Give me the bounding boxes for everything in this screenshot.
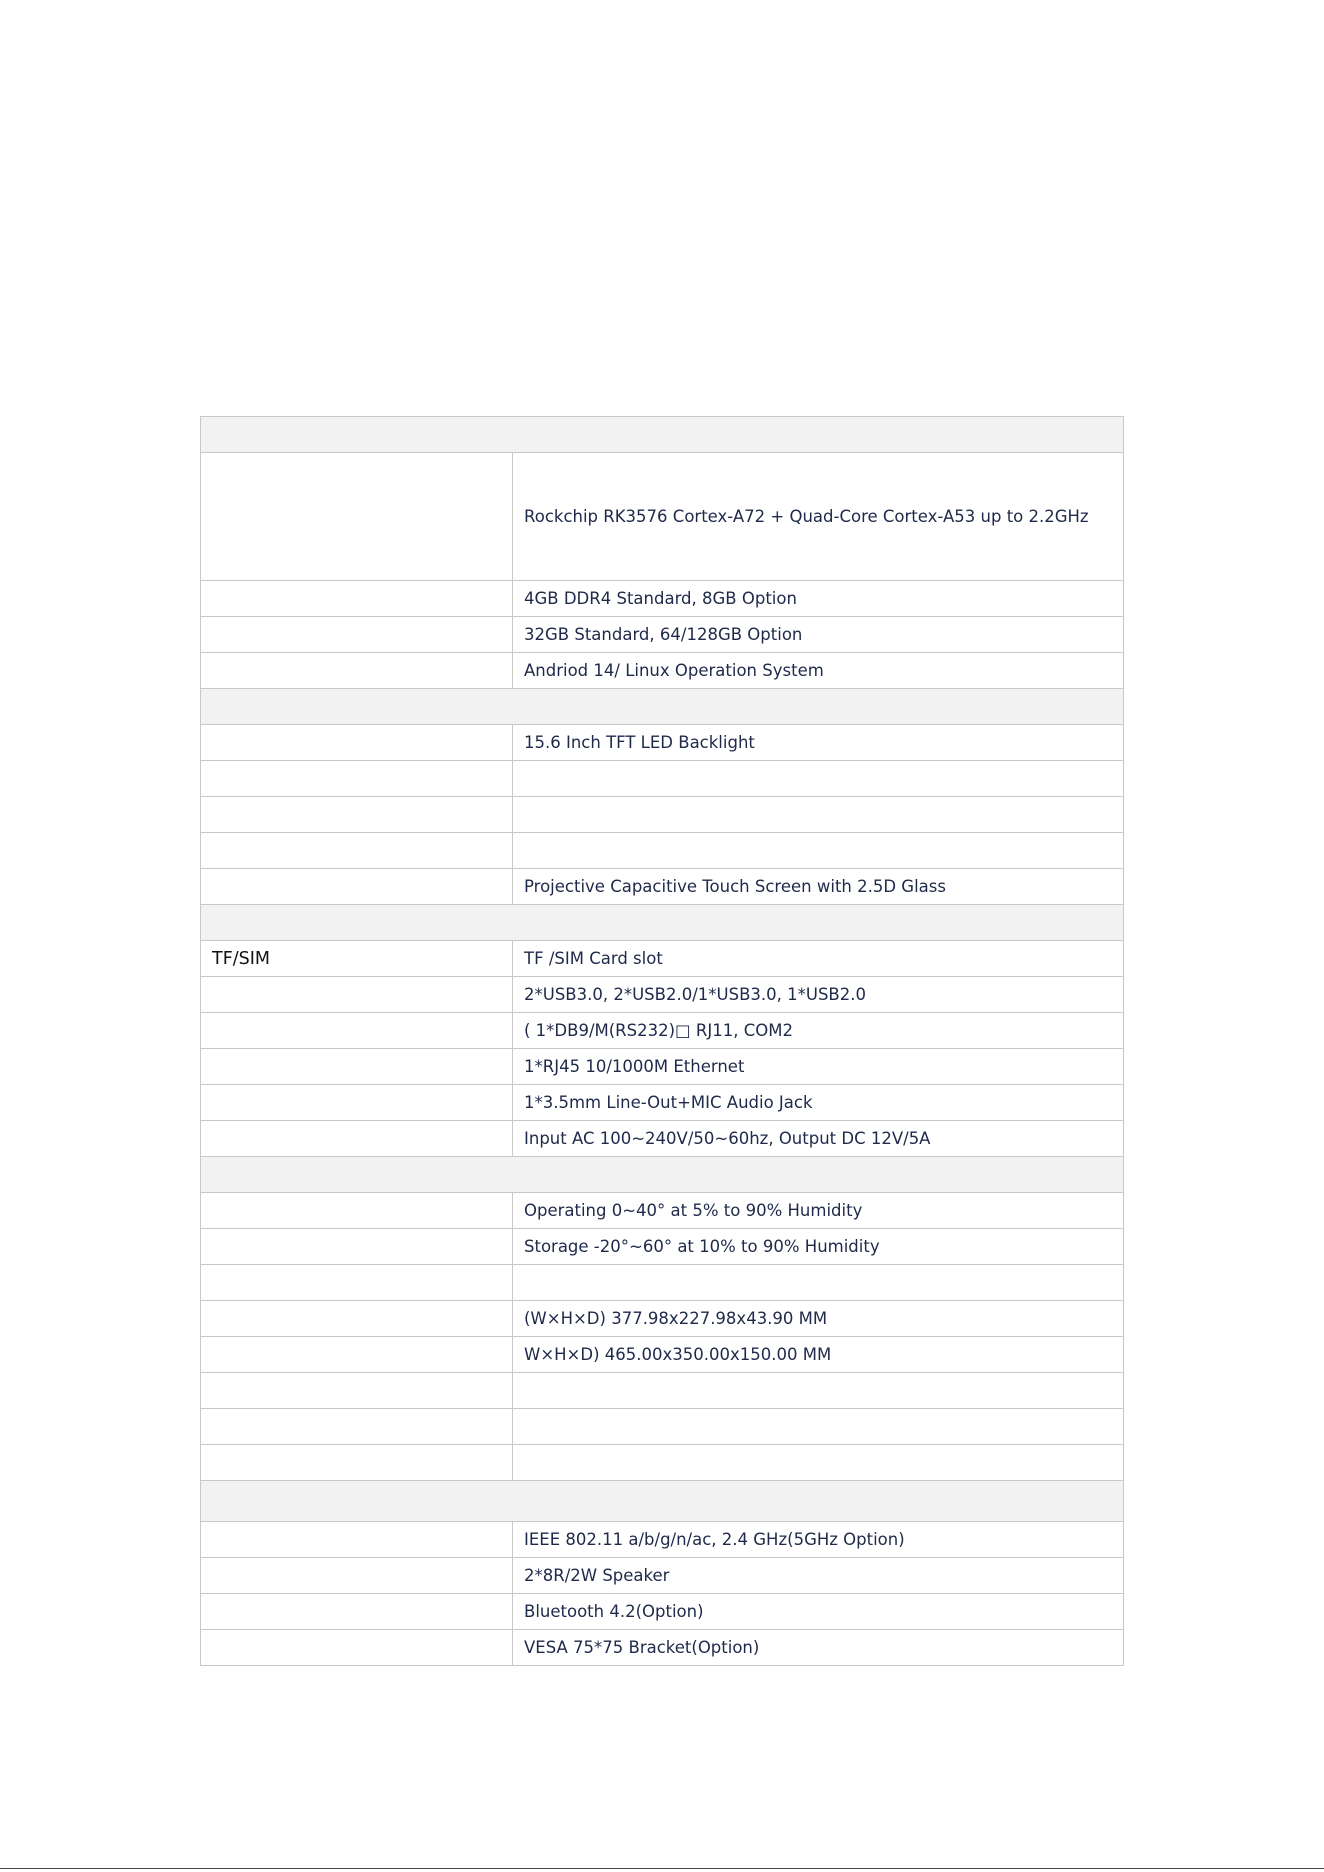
table-row (201, 581, 1124, 617)
spec-value: 1*RJ45 10/1000M Ethernet (513, 1049, 1124, 1085)
spec-value: IEEE 802.11 a/b/g/n/ac, 2.4 GHz(5GHz Option) (513, 1522, 1124, 1558)
spec-label (201, 453, 513, 581)
section-header-cell (201, 1481, 1124, 1522)
table-row (201, 1445, 1124, 1481)
spec-label (201, 1373, 513, 1409)
spec-value: ( 1*DB9/M(RS232)□ RJ11, COM2 (513, 1013, 1124, 1049)
table-row (201, 1409, 1124, 1445)
spec-label (201, 1121, 513, 1157)
spec-value: 4GB DDR4 Standard, 8GB Option (513, 581, 1124, 617)
section-header-cell (201, 417, 1124, 453)
section-header-display (201, 689, 1124, 725)
table-row (201, 869, 1124, 905)
section-header-interface (201, 905, 1124, 941)
section-header-cell (201, 905, 1124, 941)
table-row (201, 941, 1124, 977)
spec-label (201, 725, 513, 761)
spec-value (513, 833, 1124, 869)
spec-value: Rockchip RK3576 Cortex-A72 + Quad-Core Cortex-A53 up to 2.2GHz (513, 453, 1124, 581)
spec-value (513, 761, 1124, 797)
spec-value: (W×H×D) 377.98x227.98x43.90 MM (513, 1301, 1124, 1337)
table-row (201, 761, 1124, 797)
table-row (201, 653, 1124, 689)
spec-value: Input AC 100~240V/50~60hz, Output DC 12V/5A (513, 1121, 1124, 1157)
spec-label (201, 1229, 513, 1265)
section-header-system (201, 417, 1124, 453)
section-header-options (201, 1481, 1124, 1522)
table-row (201, 1049, 1124, 1085)
table-row (201, 1373, 1124, 1409)
table-row (201, 1522, 1124, 1558)
table-row (201, 797, 1124, 833)
table-row (201, 1121, 1124, 1157)
table-row (201, 977, 1124, 1013)
table-row (201, 1229, 1124, 1265)
table-row (201, 1337, 1124, 1373)
spec-label (201, 761, 513, 797)
spec-value: VESA 75*75 Bracket(Option) (513, 1630, 1124, 1666)
spec-value: Andriod 14/ Linux Operation System (513, 653, 1124, 689)
spec-label (201, 1193, 513, 1229)
table-row (201, 1013, 1124, 1049)
spec-value: 32GB Standard, 64/128GB Option (513, 617, 1124, 653)
spec-label (201, 833, 513, 869)
spec-value: Storage -20°~60° at 10% to 90% Humidity (513, 1229, 1124, 1265)
spec-label (201, 1594, 513, 1630)
spec-label (201, 797, 513, 833)
spec-value (513, 1373, 1124, 1409)
spec-value: Projective Capacitive Touch Screen with 2.5D Glass (513, 869, 1124, 905)
spec-label (201, 869, 513, 905)
spec-label (201, 1013, 513, 1049)
spec-value: 1*3.5mm Line-Out+MIC Audio Jack (513, 1085, 1124, 1121)
spec-label (201, 1085, 513, 1121)
spec-value (513, 1409, 1124, 1445)
spec-label (201, 581, 513, 617)
spec-label (201, 1630, 513, 1666)
spec-value: 2*USB3.0, 2*USB2.0/1*USB3.0, 1*USB2.0 (513, 977, 1124, 1013)
spec-value (513, 797, 1124, 833)
table-row (201, 1193, 1124, 1229)
section-header-environment (201, 1157, 1124, 1193)
spec-label (201, 1445, 513, 1481)
table-row (201, 453, 1124, 581)
spec-value: W×H×D) 465.00x350.00x150.00 MM (513, 1337, 1124, 1373)
spec-value: Bluetooth 4.2(Option) (513, 1594, 1124, 1630)
spec-label (201, 617, 513, 653)
table-row (201, 1594, 1124, 1630)
spec-label (201, 1522, 513, 1558)
table-row (201, 1558, 1124, 1594)
table-row (201, 1630, 1124, 1666)
spec-value: TF /SIM Card slot (513, 941, 1124, 977)
table-row (201, 617, 1124, 653)
spec-value (513, 1265, 1124, 1301)
spec-value: 15.6 Inch TFT LED Backlight (513, 725, 1124, 761)
spec-value: 2*8R/2W Speaker (513, 1558, 1124, 1594)
table-row (201, 1301, 1124, 1337)
spec-label (201, 977, 513, 1013)
table-row (201, 1265, 1124, 1301)
table-row (201, 1085, 1124, 1121)
spec-value: Operating 0~40° at 5% to 90% Humidity (513, 1193, 1124, 1229)
spec-label: TF/SIM (201, 941, 513, 977)
spec-label (201, 1301, 513, 1337)
spec-label (201, 1558, 513, 1594)
table-row (201, 725, 1124, 761)
spec-label (201, 1409, 513, 1445)
spec-label (201, 653, 513, 689)
spec-label (201, 1049, 513, 1085)
table-row (201, 833, 1124, 869)
spec-label (201, 1337, 513, 1373)
page-bottom-rule (0, 1868, 1324, 1869)
section-header-cell (201, 689, 1124, 725)
section-header-cell (201, 1157, 1124, 1193)
spec-value (513, 1445, 1124, 1481)
spec-table (200, 416, 1124, 1666)
spec-label (201, 1265, 513, 1301)
